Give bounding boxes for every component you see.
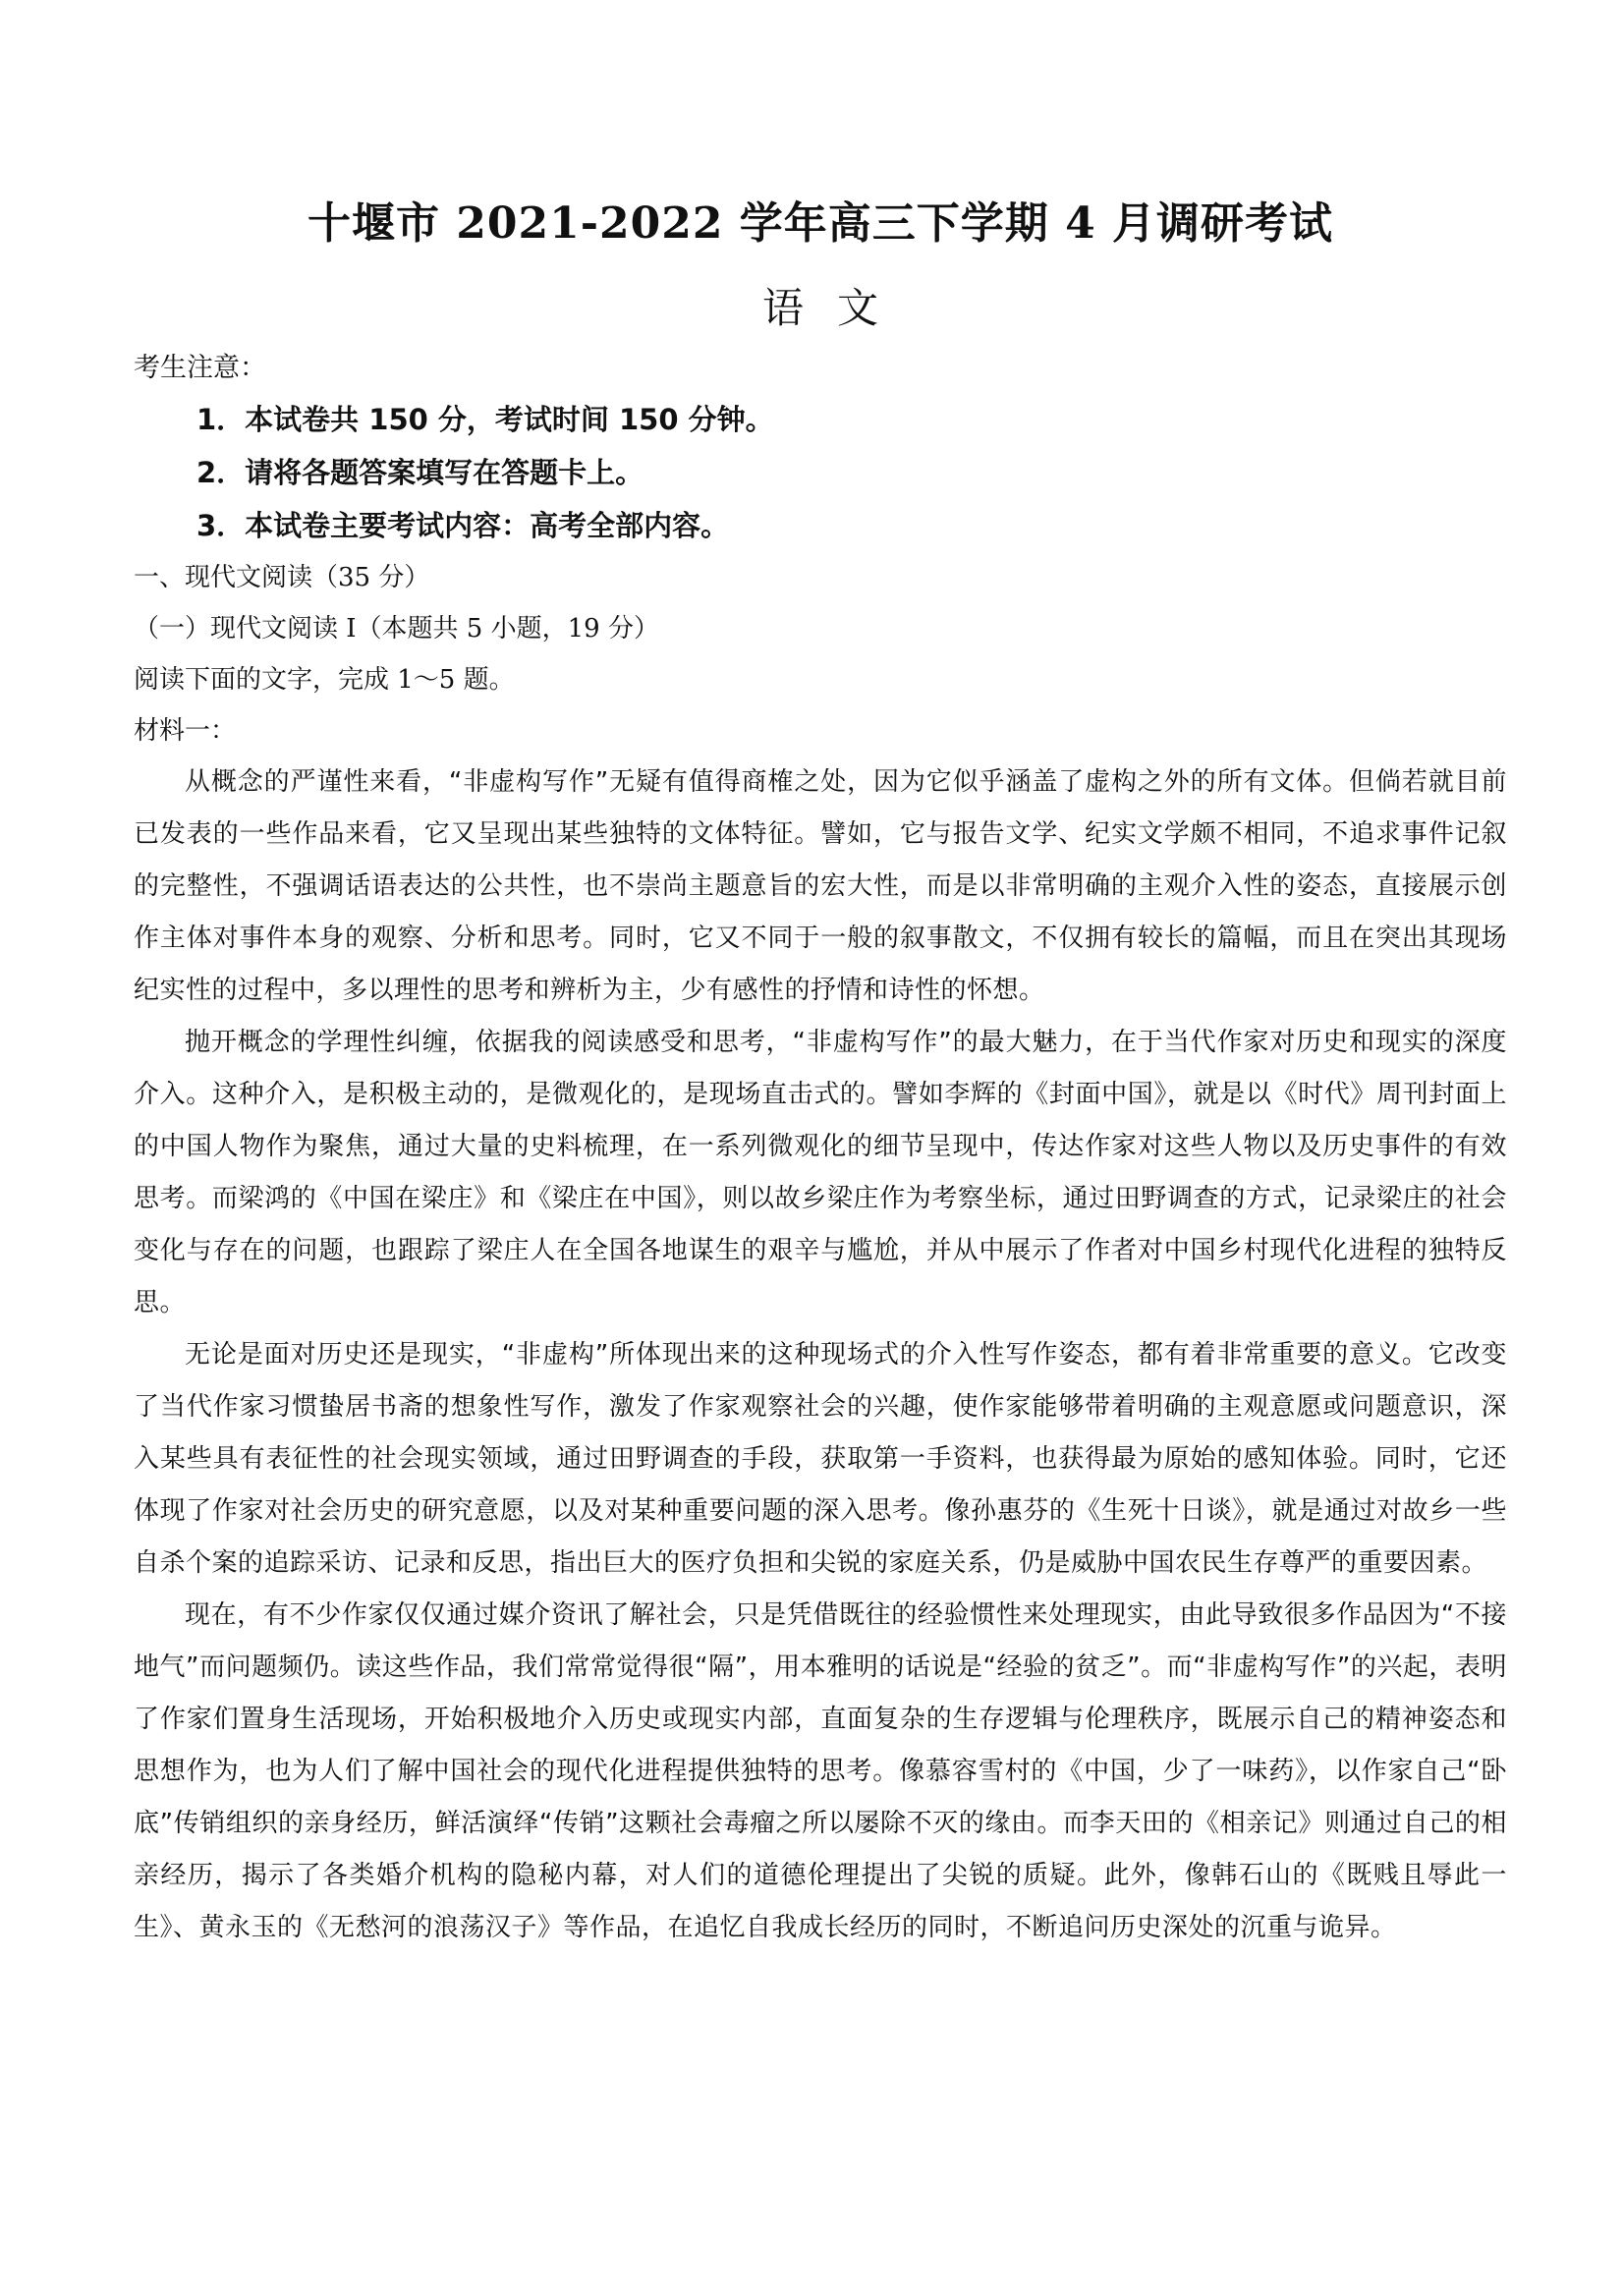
section-heading: 一、现代文阅读（35 分） (134, 563, 430, 592)
notice-item-3: 3．本试卷主要考试内容：高考全部内容。 (196, 509, 730, 542)
paragraph-2: 抛开概念的学理性纠缠，依据我的阅读感受和思考，“非虚构写作”的最大魅力，在于当代作家对历史和现实的深度介入。这种介入，是积极主动的，是微观化的，是现场直击式的。譬如李辉的《封面中国》，就是以《时代》周刊封面上的中国人物作为聚焦，通过大量的史料梳理，在一系列微观化的细节呈现中，传达作家对这些人物以及历史事件的有效思考。而梁鸿的《中国在梁庄》和《梁庄在中国》，则以故乡梁庄作为考察坐标，通过田野调查的方式，记录梁庄的社会变化与存在的问题，也跟踪了梁庄人在全国各地谋生的艰辛与尴尬，并从中展示了作者对中国乡村现代化进程的独特反思。 (134, 1028, 1507, 1317)
paragraph-4: 现在，有不少作家仅仅通过媒介资讯了解社会，只是凭借既往的经验惯性来处理现实，由此导致很多作品因为“不接地气”而问题频仍。读这些作品，我们常常觉得很“隔”，用本雅明的话说是“经验的贫乏”。而“非虚构写作”的兴起，表明了作家们置身生活现场，开始积极地介入历史或现实内部，直面复杂的生存逻辑与伦理秩序，既展示自己的精神姿态和思想作为，也为人们了解中国社会的现代化进程提供独特的思考。像慕容雪村的《中国，少了一味药》，以作家自己“卧底”传销组织的亲身经历，鲜活演绎“传销”这颗社会毒瘤之所以屡除不灭的缘由。而李天田的《相亲记》则通过自己的相亲经历，揭示了各类婚介机构的隐秘内幕，对人们的道德伦理提出了尖锐的质疑。此外，像韩石山的《既贱且辱此一生》、黄永玉的《无愁河的浪荡汉子》等作品，在追忆自我成长经历的同时，不断追问历史深处的沉重与诡异。 (134, 1600, 1507, 1942)
paragraph-3: 无论是面对历史还是现实，“非虚构”所体现出来的这种现场式的介入性写作姿态，都有着非常重要的意义。它改变了当代作家习惯蛰居书斋的想象性写作，激发了作家观察社会的兴趣，使作家能够带着明确的主观意愿或问题意识，深入某些具有表征性的社会现实领域，通过田野调查的手段，获取第一手资料，也获得最为原始的感知体验。同时，它还体现了作家对社会历史的研究意愿，以及对某种重要问题的深入思考。像孙惠芬的《生死十日谈》，就是通过对故乡一些自杀个案的追踪采访、记录和反思，指出巨大的医疗负担和尖锐的家庭关系，仍是威胁中国农民生存尊严的重要因素。 (134, 1340, 1507, 1578)
material-label: 材料一： (134, 716, 237, 746)
notice-item-1: 1．本试卷共 150 分，考试时间 150 分钟。 (196, 403, 774, 436)
section-subheading: （一）现代文阅读 I（本题共 5 小题，19 分） (134, 614, 659, 644)
notice-heading: 考生注意： (134, 353, 266, 383)
exam-title: 十堰市 2021-2022 学年高三下学期 4 月调研考试 (307, 198, 1334, 249)
notice-item-2: 2．请将各题答案填写在答题卡上。 (196, 456, 644, 489)
paragraph-1: 从概念的严谨性来看，“非虚构写作”无疑有值得商榷之处，因为它似乎涵盖了虚构之外的所有文体。但倘若就目前已发表的一些作品来看，它又呈现出某些独特的文体特征。譬如，它与报告文学、纪实文学颇不相同，不追求事件记叙的完整性，不强调话语表达的公共性，也不崇尚主题意旨的宏大性，而是以非常明确的主观介入性的姿态，直接展示创作主体对事件本身的观察、分析和思考。同时，它又不同于一般的叙事散文，不仅拥有较长的篇幅，而且在突出其现场纪实性的过程中，多以理性的思考和辨析为主，少有感性的抒情和诗性的怀想。 (134, 767, 1507, 1005)
reading-instruction: 阅读下面的文字，完成 1～5 题。 (134, 665, 515, 695)
subject-title: 语文 (761, 284, 912, 332)
